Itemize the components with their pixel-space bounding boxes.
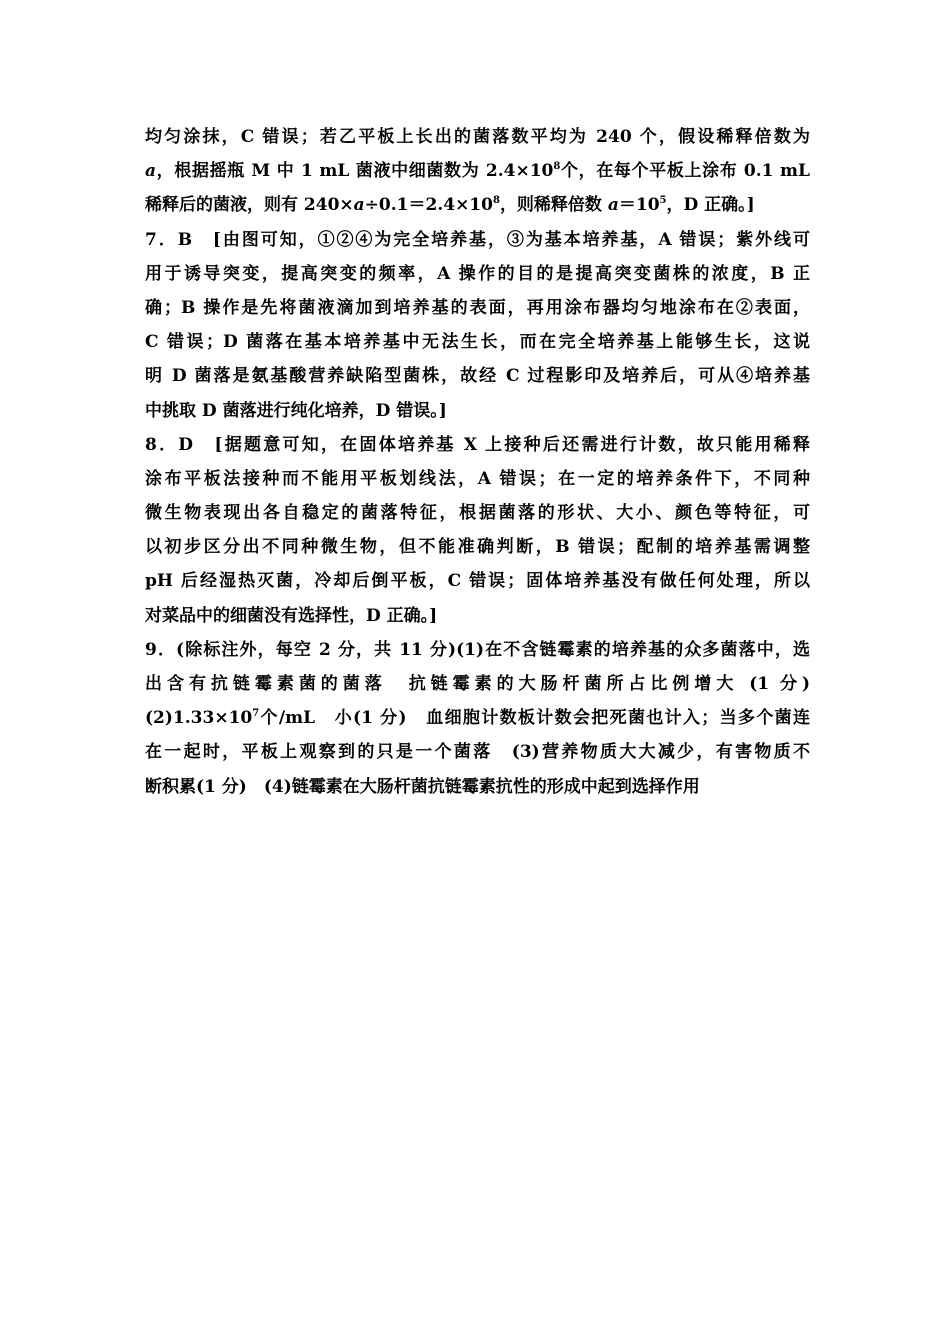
text-line: 明 D 菌落是氨基酸营养缺陷型菌株，故经 C 过程影印及培养后，可从④培养基 xyxy=(145,366,810,387)
text-line: C 错误；D 菌落在基本培养基中无法生长，而在完全培养基上能够生长，这说 xyxy=(145,332,810,353)
text-line: 出含有抗链霉素菌的菌落 抗链霉素的大肠杆菌所占比例增大 (1 分) xyxy=(145,674,810,694)
answer-7-line: 7．B [由图可知，①②④为完全培养基，③为基本培养基，A 错误；紫外线可 xyxy=(145,229,810,250)
exponent: 7 xyxy=(252,708,260,720)
answer-document xyxy=(145,120,810,804)
answer-8-line: 8．D [据题意可知，在固体培养基 X 上接种后还需进行计数，故只能用稀释 xyxy=(145,434,810,455)
text-line: pH 后经湿热灭菌，冷却后倒平板，C 错误；固体培养基没有做任何处理，所以 xyxy=(145,571,810,592)
exponent: 8 xyxy=(553,161,561,173)
text-line: 用于诱导突变，提高突变的频率，A 操作的目的是提高突变菌株的浓度，B 正 xyxy=(145,263,810,284)
text-line: 微生物表现出各自稳定的菌落特征，根据菌落的形状、大小、颜色等特征，可 xyxy=(145,503,810,524)
text-line: 中挑取 D 菌落进行纯化培养，D 错误。] xyxy=(145,400,447,421)
text-line: 断积累(1 分) (4)链霉素在大肠杆菌抗链霉素抗性的形成中起到选择作用 xyxy=(145,776,700,797)
text-line: $(2)1.33\times 10^7$个/mL 小(1 分) 血细胞计数板计数会把死菌也计入；当多个菌连 xyxy=(145,708,810,729)
answer-9-line: 9．(除标注外，每空 2 分，共 11 分)(1)在不含链霉素的培养基的众多菌落中，选 xyxy=(145,639,810,660)
exponent: 8 xyxy=(492,195,500,207)
text-line: a，根据摇瓶 M 中 1 mL 菌液中细菌数为 $2.4\times 10^8$个，在每个平板上涂布 0.1 mL xyxy=(145,161,810,182)
exponent: 5 xyxy=(659,195,667,207)
text-line: 在一起时，平板上观察到的只是一个菌落 (3)营养物质大大减少，有害物质不 xyxy=(145,742,810,763)
text-line: 以初步区分出不同种微生物，但不能准确判断，B 错误；配制的培养基需调整 xyxy=(145,537,810,558)
text-line: 涂布平板法接种而不能用平板划线法，A 错误；在一定的培养条件下，不同种 xyxy=(145,468,810,489)
text-line: 对菜品中的细菌没有选择性，D 正确。] xyxy=(145,605,438,626)
text-line: 均匀涂抹，C 错误；若乙平板上长出的菌落数平均为 240 个，假设稀释倍数为 xyxy=(145,127,810,147)
text-line: 确；B 操作是先将菌液滴加到培养基的表面，再用涂布器均匀地涂布在②表面， xyxy=(145,297,810,318)
text-line: 稀释后的菌液，则有 $240\times a\div 0.1=2.4\times 10^8$，则稀释倍数 $a=10^5$，D 正确。] xyxy=(145,195,755,216)
